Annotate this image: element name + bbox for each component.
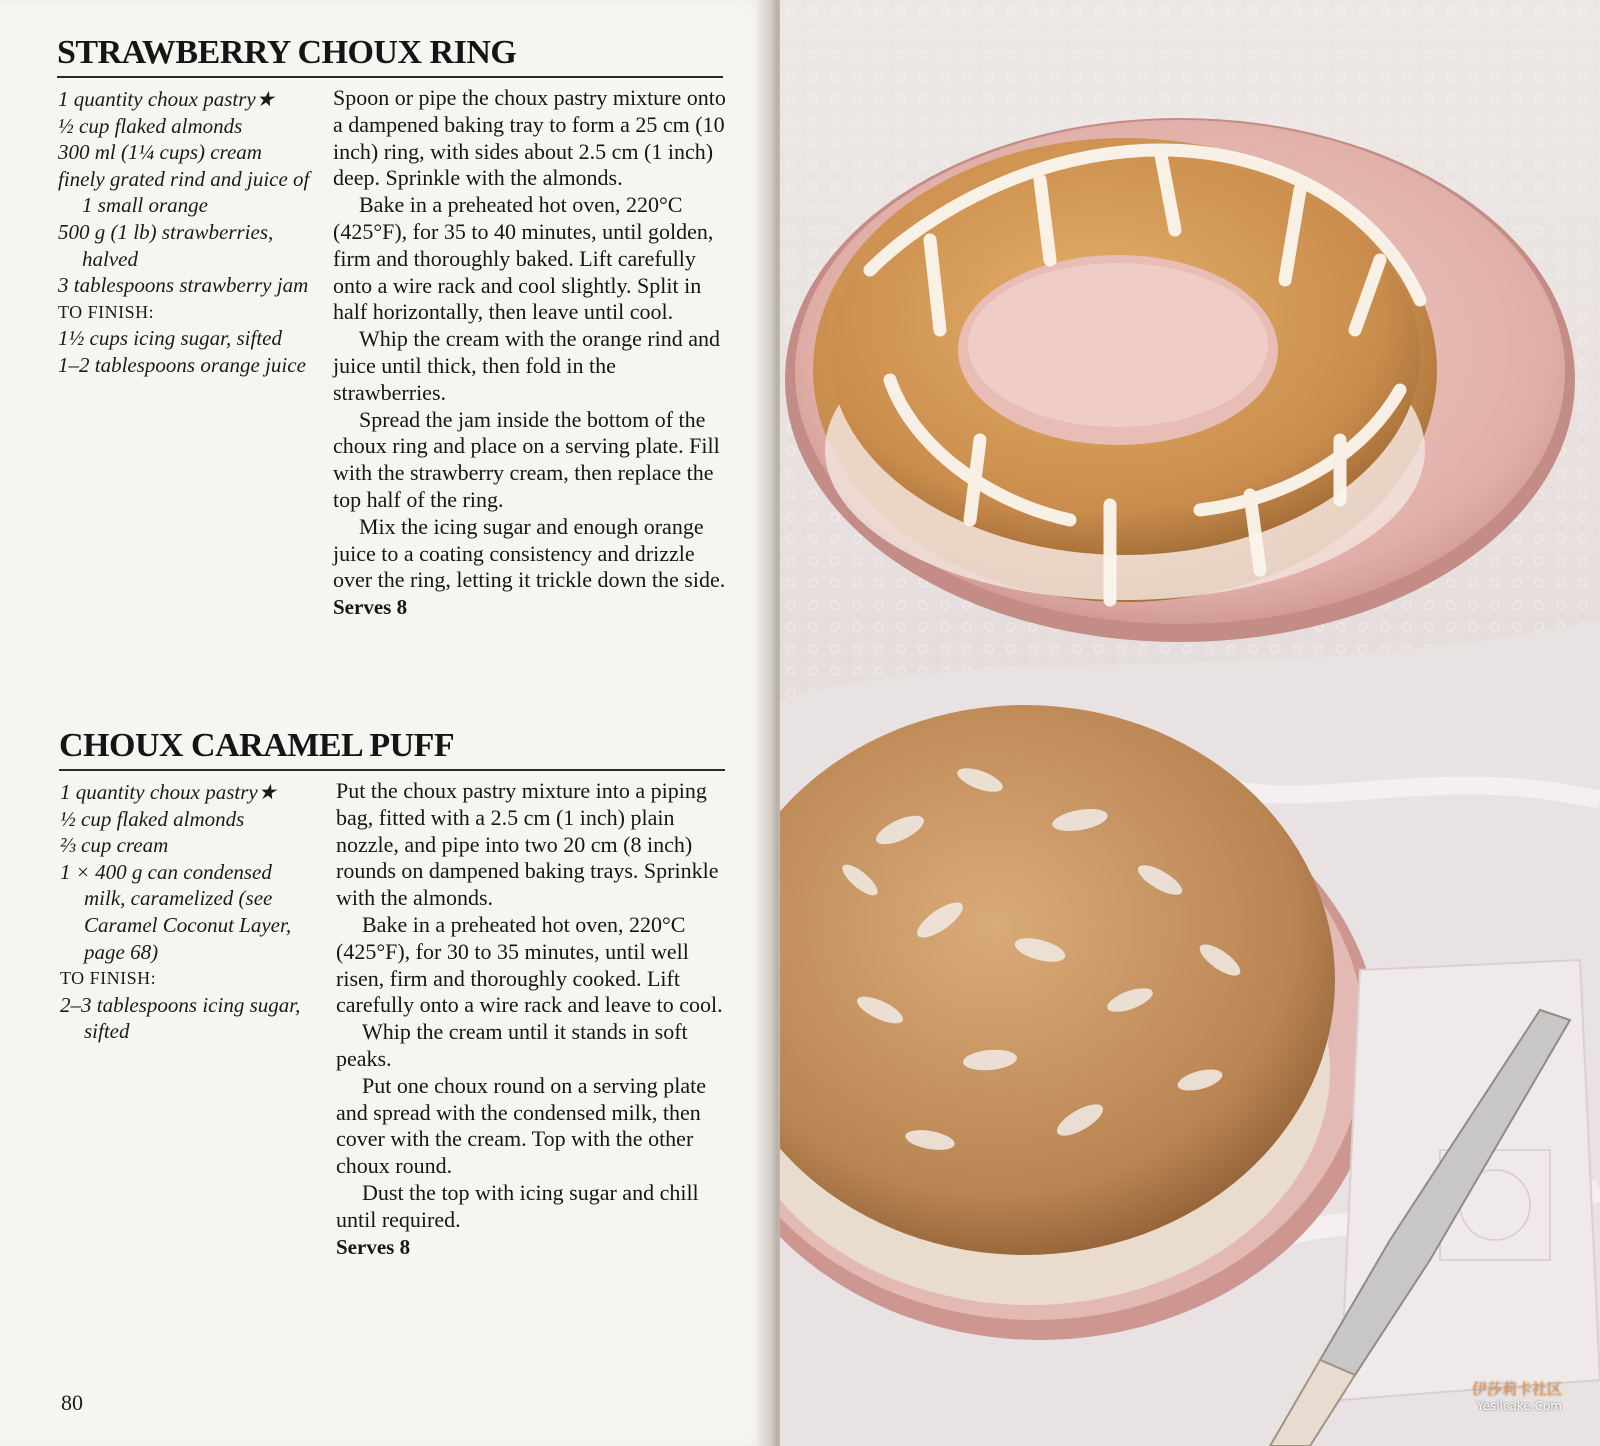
method-paragraph: Put one choux round on a serving plate and spread with the condensed milk, then cover with the cream. Top with the other choux round.: [336, 1072, 706, 1179]
method-paragraph: Whip the cream until it stands in soft peaks.: [336, 1019, 688, 1071]
ingredients-list: [58, 86, 316, 379]
method-paragraph: Put the choux pastry mixture into a piping bag, fitted with a 2.5 cm (1 inch) plain nozzle, and pipe into two 20 cm (8 inch) rounds on dampened baking trays. Sprinkle with the almonds.: [336, 778, 719, 911]
ingredients-list: [60, 779, 318, 1045]
method-paragraph: Mix the icing sugar and enough orange juice to a coating consistency and drizzle over the ring, letting it trickle down the side.: [333, 513, 726, 593]
method-paragraph: Whip the cream with the orange rind and juice until thick, then fold in the strawberries.: [333, 326, 721, 405]
ingredient-item: 1 quantity choux pastry★: [60, 780, 277, 804]
watermark-site-name: 伊莎莉卡社区: [1471, 1380, 1562, 1398]
ingredient-item: ½ cup flaked almonds: [58, 113, 243, 138]
ingredient-item: finely grated rind and juice of 1 small orange: [58, 166, 310, 218]
ingredient-item: 3 tablespoons strawberry jam: [58, 273, 309, 298]
to-finish-label: TO FINISH:: [60, 968, 157, 989]
method-text: [333, 85, 728, 621]
to-finish-label: TO FINISH:: [58, 301, 155, 322]
method-paragraph: Bake in a preheated hot oven, 220°C (425°F), for 35 to 40 minutes, until golden, firm and thoroughly baked. Lift carefully onto a wire rack and cool slightly. Split in half horizontally, then leave until cool.: [333, 192, 714, 325]
ingredient-item: ⅔ cup cream: [60, 833, 169, 858]
method-paragraph: Dust the top with icing sugar and chill until required.: [336, 1179, 699, 1232]
method-text: [336, 778, 731, 1260]
food-photograph: [780, 0, 1600, 1446]
ingredient-item: ½ cup flaked almonds: [60, 806, 245, 831]
method-paragraph: Spread the jam inside the bottom of the choux ring and place on a serving plate. Fill with the strawberry cream, then replace the top half of the ring.: [333, 406, 720, 512]
recipe-title-choux-caramel-puff: CHOUX CARAMEL PUFF: [59, 727, 455, 764]
serves-label: Serves 8: [333, 595, 408, 620]
page-number: 80: [61, 1390, 83, 1415]
ingredient-item: 300 ml (1¼ cups) cream: [58, 140, 262, 165]
title-rule: [59, 769, 725, 771]
method-paragraph: Spoon or pipe the choux pastry mixture onto a dampened baking tray to form a 25 cm (10 inch) ring, with sides about 2.5 cm (1 inch) deep. Sprinkle with the almonds.: [333, 85, 726, 191]
ingredient-item: 1 quantity choux pastry★: [58, 87, 275, 111]
watermark-url: Yeslicake.Com: [1476, 1399, 1562, 1413]
title-rule: [57, 76, 723, 78]
recipe-title-strawberry-choux-ring: STRAWBERRY CHOUX RING: [57, 34, 517, 71]
serves-label: Serves 8: [336, 1234, 411, 1259]
ingredient-item: 1½ cups icing sugar, sifted: [58, 326, 282, 351]
ingredient-item: 500 g (1 lb) strawberries, halved: [58, 219, 274, 271]
food-photo-illustration: [780, 0, 1600, 1446]
watermark: [1472, 1378, 1562, 1413]
ingredient-item: 2–3 tablespoons icing sugar, sifted: [60, 992, 301, 1044]
ingredient-item: 1–2 tablespoons orange juice: [58, 352, 306, 377]
ingredient-item: 1 × 400 g can condensed milk, caramelized (see Caramel Coconut Layer, page 68): [60, 859, 292, 964]
method-paragraph: Bake in a preheated hot oven, 220°C (425°F), for 30 to 35 minutes, until well risen, firm and thoroughly cooked. Lift carefully onto a wire rack and leave to cool.: [336, 911, 723, 1018]
